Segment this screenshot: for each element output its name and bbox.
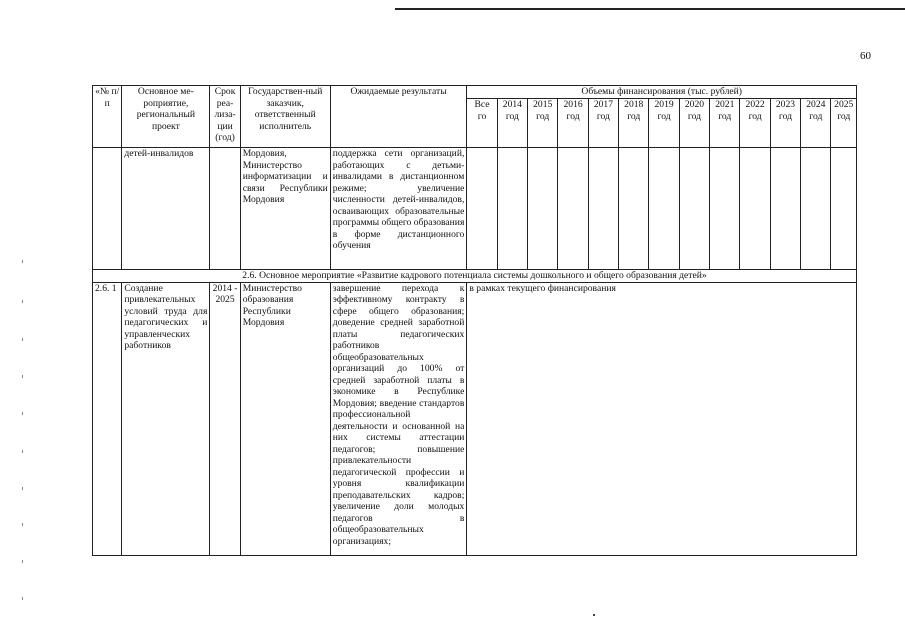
cell-financing-empty (497, 148, 527, 270)
scan-speck (593, 614, 595, 616)
cell-customer: Мордовия, Министерство информатизации и связи Республики Мордовия (240, 148, 330, 270)
cell-financing-empty (467, 148, 497, 270)
header-year: 2017 год (588, 99, 618, 148)
scan-margin-marks (22, 0, 23, 640)
header-year: 2020 год (679, 99, 709, 148)
header-results: Ожидаемые результаты (330, 86, 467, 148)
cell-term (210, 148, 240, 270)
header-term: Срок реа-лиза-ции (год) (210, 86, 240, 148)
program-table (92, 85, 857, 556)
cell-customer: Министерство образования Республики Мордовия (240, 282, 330, 555)
section-row (93, 270, 857, 283)
cell-financing-empty (558, 148, 588, 270)
table-row-2-6-1 (93, 282, 857, 555)
cell-financing-empty (619, 148, 649, 270)
cell-num: 2.6. 1 (93, 282, 122, 555)
cell-term: 2014 - 2025 (210, 282, 240, 555)
scan-edge-line (395, 8, 905, 10)
header-year: 2022 год (740, 99, 770, 148)
cell-num (93, 148, 122, 270)
cell-financing-empty (801, 148, 831, 270)
header-year: 2021 год (710, 99, 740, 148)
header-total: Все го (467, 99, 497, 148)
cell-financing: в рамках текущего финансирования (467, 282, 857, 555)
cell-financing-empty (679, 148, 709, 270)
header-year: 2023 год (770, 99, 800, 148)
page-number: 60 (860, 50, 871, 62)
cell-financing-empty (740, 148, 770, 270)
header-activity: Основное ме-роприятие, региональный проект (122, 86, 210, 148)
header-financing: Объемы финансирования (тыс. рублей) (467, 86, 857, 99)
table-row-continuation (93, 148, 857, 270)
cell-financing-empty (770, 148, 800, 270)
header-customer: Государствен-ный заказчик, ответственный исполнитель (240, 86, 330, 148)
cell-financing-empty (528, 148, 558, 270)
cell-financing-empty (831, 148, 857, 270)
header-year: 2024 год (801, 99, 831, 148)
cell-financing-empty (710, 148, 740, 270)
header-year: 2018 год (619, 99, 649, 148)
header-year: 2019 год (649, 99, 679, 148)
header-row-1 (93, 86, 857, 99)
header-num: «№ п/п (93, 86, 122, 148)
header-year: 2025 год (831, 99, 857, 148)
cell-activity: Создание привлекательных условий труда для педагогических и управленческих работников (122, 282, 210, 555)
section-title: 2.6. Основное мероприятие «Развитие кадрового потенциала системы дошкольного и общего образования детей» (93, 270, 857, 283)
cell-results: завершение перехода к эффективному контракту в сфере общего образования; доведение средней заработной платы педагогических работников общеобразовательных организаций до 100% от средней заработной платы в экономике в Республике Мордовия; введение стандартов профессиональной деятельности и основанной на них системы аттестации педагогов; повышение привлекательности педагогической профессии и уровня квалификации преподавательских кадров; увеличение доли молодых педагогов в общеобразовательных организациях; (330, 282, 467, 555)
header-year: 2014 год (497, 99, 527, 148)
cell-financing-empty (649, 148, 679, 270)
cell-financing-empty (588, 148, 618, 270)
header-year: 2016 год (558, 99, 588, 148)
cell-activity: детей-инвалидов (122, 148, 210, 270)
header-year: 2015 год (528, 99, 558, 148)
cell-results: поддержка сети организаций, работающих с детьми-инвалидами в дистанционном режиме; увеличение численности детей-инвалидов, осваивающих образовательные программы общего образования в форме дистанционного обучения (330, 148, 467, 270)
